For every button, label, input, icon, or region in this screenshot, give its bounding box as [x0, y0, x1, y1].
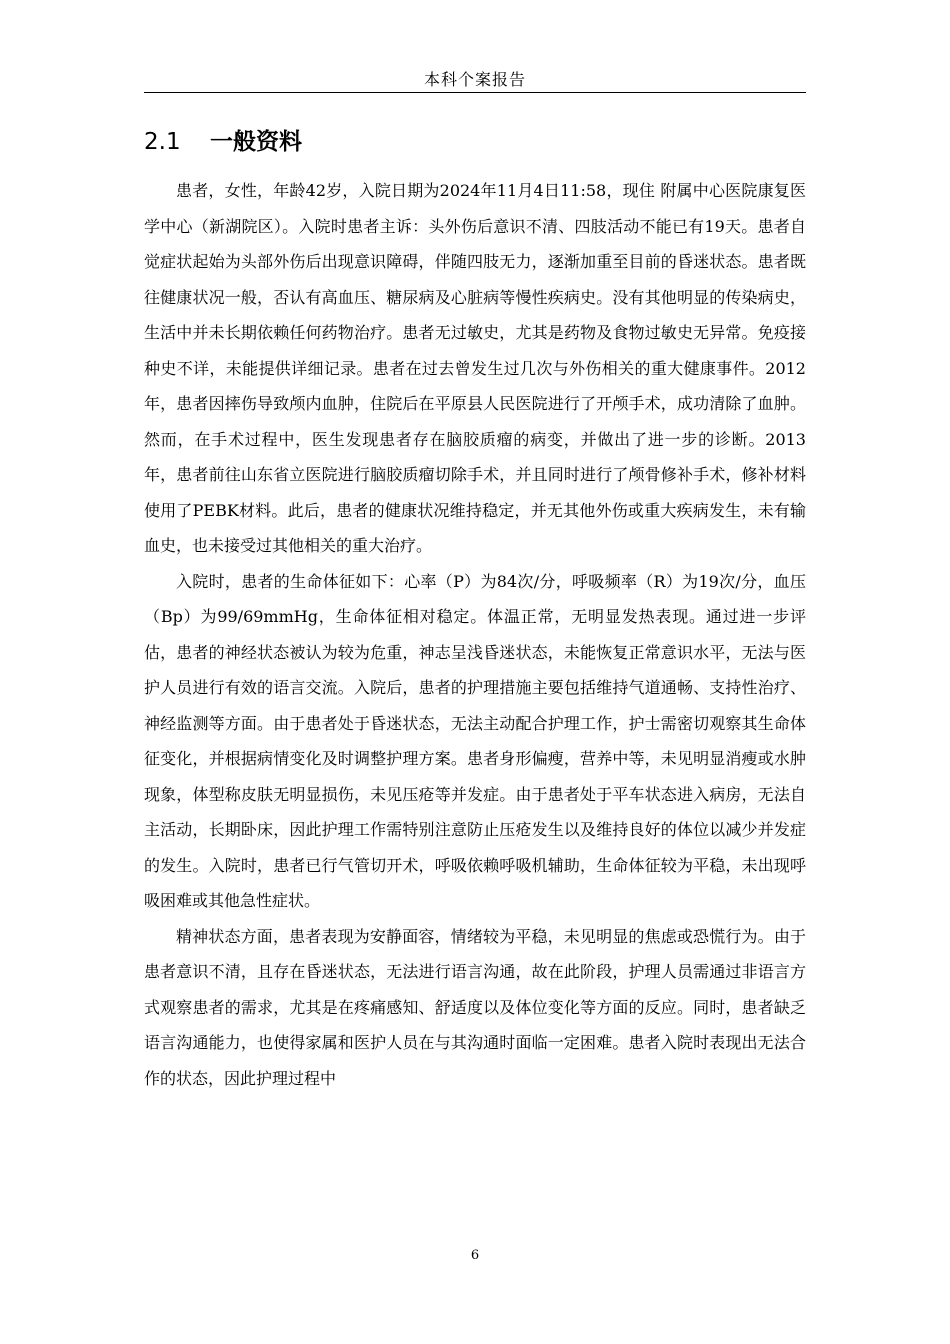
page-number: 6	[470, 1248, 480, 1263]
body-text	[144, 173, 806, 1096]
header-rule	[144, 92, 806, 93]
section-title: 一般资料	[210, 129, 302, 155]
paragraph: 精神状态方面，患者表现为安静面容，情绪较为平稳，未见明显的焦虑或恐慌行为。由于患者意识不清，且存在昏迷状态，无法进行语言沟通，故在此阶段，护理人员需通过非语言方式观察患者的需求，尤其是在疼痛感知、舒适度以及体位变化等方面的反应。同时，患者缺乏语言沟通能力，也使得家属和医护人员在与其沟通时面临一定困难。患者入院时表现出无法合作的状态，因此护理过程中	[144, 926, 806, 1088]
paragraph: 患者，女性，年龄42岁，入院日期为2024年11月4日11:58，现住 附属中心医院康复医学中心（新湖院区）。入院时患者主诉：头外伤后意识不清、四肢活动不能已有19天。患者自觉症状起始为头部外伤后出现意识障碍，伴随四肢无力，逐渐加重至目前的昏迷状态。患者既往健康状况一般，否认有高血压、糖尿病及心脏病等慢性疾病史。没有其他明显的传染病史，生活中并未长期依赖任何药物治疗。患者无过敏史，尤其是药物及食物过敏史无异常。免疫接种史不详，未能提供详细记录。患者在过去曾发生过几次与外伤相关的重大健康事件。2012年，患者因摔伤导致颅内血肿，住院后在平原县人民医院进行了开颅手术，成功清除了血肿。然而，在手术过程中，医生发现患者存在脑胶质瘤的病变，并做出了进一步的诊断。2013年，患者前往山东省立医院进行脑胶质瘤切除手术，并且同时进行了颅骨修补手术，修补材料使用了PEBK材料。此后，患者的健康状况维持稳定，并无其他外伤或重大疾病发生，未有输血史，也未接受过其他相关的重大治疗。	[144, 181, 806, 555]
section-heading	[144, 124, 302, 160]
running-header: 本科个案报告	[423, 70, 526, 89]
paragraph: 入院时，患者的生命体征如下：心率（P）为84次/分，呼吸频率（R）为19次/分，血压（Bp）为99/69mmHg，生命体征相对稳定。体温正常，无明显发热表现。通过进一步评估，患者的神经状态被认为较为危重，神志呈浅昏迷状态，未能恢复正常意识水平，无法与医护人员进行有效的语言交流。入院后，患者的护理措施主要包括维持气道通畅、支持性治疗、神经监测等方面。由于患者处于昏迷状态，无法主动配合护理工作，护士需密切观察其生命体征变化，并根据病情变化及时调整护理方案。患者身形偏瘦，营养中等，未见明显消瘦或水肿现象，体型称皮肤无明显损伤，未见压疮等并发症。由于患者处于平车状态进入病房，无法自主活动，长期卧床，因此护理工作需特别注意防止压疮发生以及维持良好的体位以减少并发症的发生。入院时，患者已行气管切开术，呼吸依赖呼吸机辅助，生命体征较为平稳，未出现呼吸困难或其他急性症状。	[144, 571, 806, 910]
section-number: 2.1	[144, 129, 181, 155]
